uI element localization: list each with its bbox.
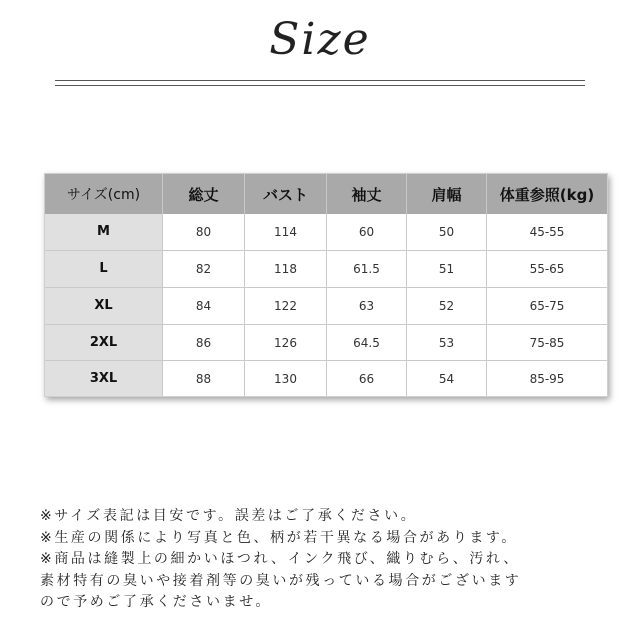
cell-weight-reference: 65-75 <box>487 288 607 325</box>
header-total-length: 総丈 <box>163 174 245 214</box>
cell-total-length: 88 <box>163 361 245 396</box>
header-shoulder-width: 肩幅 <box>407 174 487 214</box>
cell-weight-reference: 45-55 <box>487 214 607 251</box>
cell-shoulder-width: 51 <box>407 251 487 288</box>
note-line: 素材特有の臭いや接着剤等の臭いが残っている場合がございます <box>40 572 522 589</box>
cell-total-length: 86 <box>163 325 245 362</box>
page-title: Size <box>269 14 371 65</box>
cell-bust: 114 <box>245 214 327 251</box>
table-row <box>45 251 607 288</box>
header-size: サイズ(cm) <box>45 174 163 214</box>
title-divider-top <box>55 80 585 81</box>
title-divider-bottom <box>55 85 585 86</box>
table-row <box>45 288 607 325</box>
cell-sleeve-length: 66 <box>327 361 407 396</box>
cell-sleeve-length: 60 <box>327 214 407 251</box>
cell-sleeve-length: 63 <box>327 288 407 325</box>
row-size-label: L <box>45 251 163 288</box>
cell-weight-reference: 85-95 <box>529 371 565 386</box>
cell-sleeve-length: 61.5 <box>327 251 407 288</box>
notes-section <box>40 506 630 614</box>
cell-total-length: 82 <box>163 251 245 288</box>
cell-bust: 130 <box>245 361 327 396</box>
row-size-label: 3XL <box>45 361 163 396</box>
cell-weight-reference: 55-65 <box>487 251 607 288</box>
cell-shoulder-width: 54 <box>407 361 487 396</box>
row-size-label: XL <box>45 288 163 325</box>
table-row <box>45 214 607 251</box>
cell-bust: 126 <box>245 325 327 362</box>
cell-total-length: 84 <box>163 288 245 325</box>
cell-bust: 118 <box>245 251 327 288</box>
header-bust: バスト <box>245 174 327 214</box>
cell-weight-reference: 75-85 <box>487 325 607 362</box>
size-chart-table <box>44 173 608 397</box>
cell-total-length: 80 <box>163 214 245 251</box>
header-sleeve-length: 袖丈 <box>327 174 407 214</box>
note-line: ※商品は縫製上の細かいほつれ、インク飛び、織りむら、汚れ、 <box>40 551 520 567</box>
row-size-label: 2XL <box>45 325 163 362</box>
cell-sleeve-length: 64.5 <box>327 325 407 362</box>
row-size-label: M <box>45 214 163 251</box>
table-row <box>45 361 607 396</box>
note-line: ので予めご了承くださいませ。 <box>40 594 272 610</box>
note-line: ※サイズ表記は目安です。誤差はご了承ください。 <box>40 508 418 524</box>
table-header-row <box>45 174 607 214</box>
note-line: ※生産の関係により写真と色、柄が若干異なる場合があります。 <box>40 529 519 546</box>
table-row <box>45 325 607 362</box>
cell-shoulder-width: 52 <box>407 288 487 325</box>
cell-shoulder-width: 53 <box>407 325 487 362</box>
cell-bust: 122 <box>245 288 327 325</box>
header-weight-reference: 体重参照(kg) <box>487 174 607 214</box>
cell-shoulder-width: 50 <box>407 214 487 251</box>
